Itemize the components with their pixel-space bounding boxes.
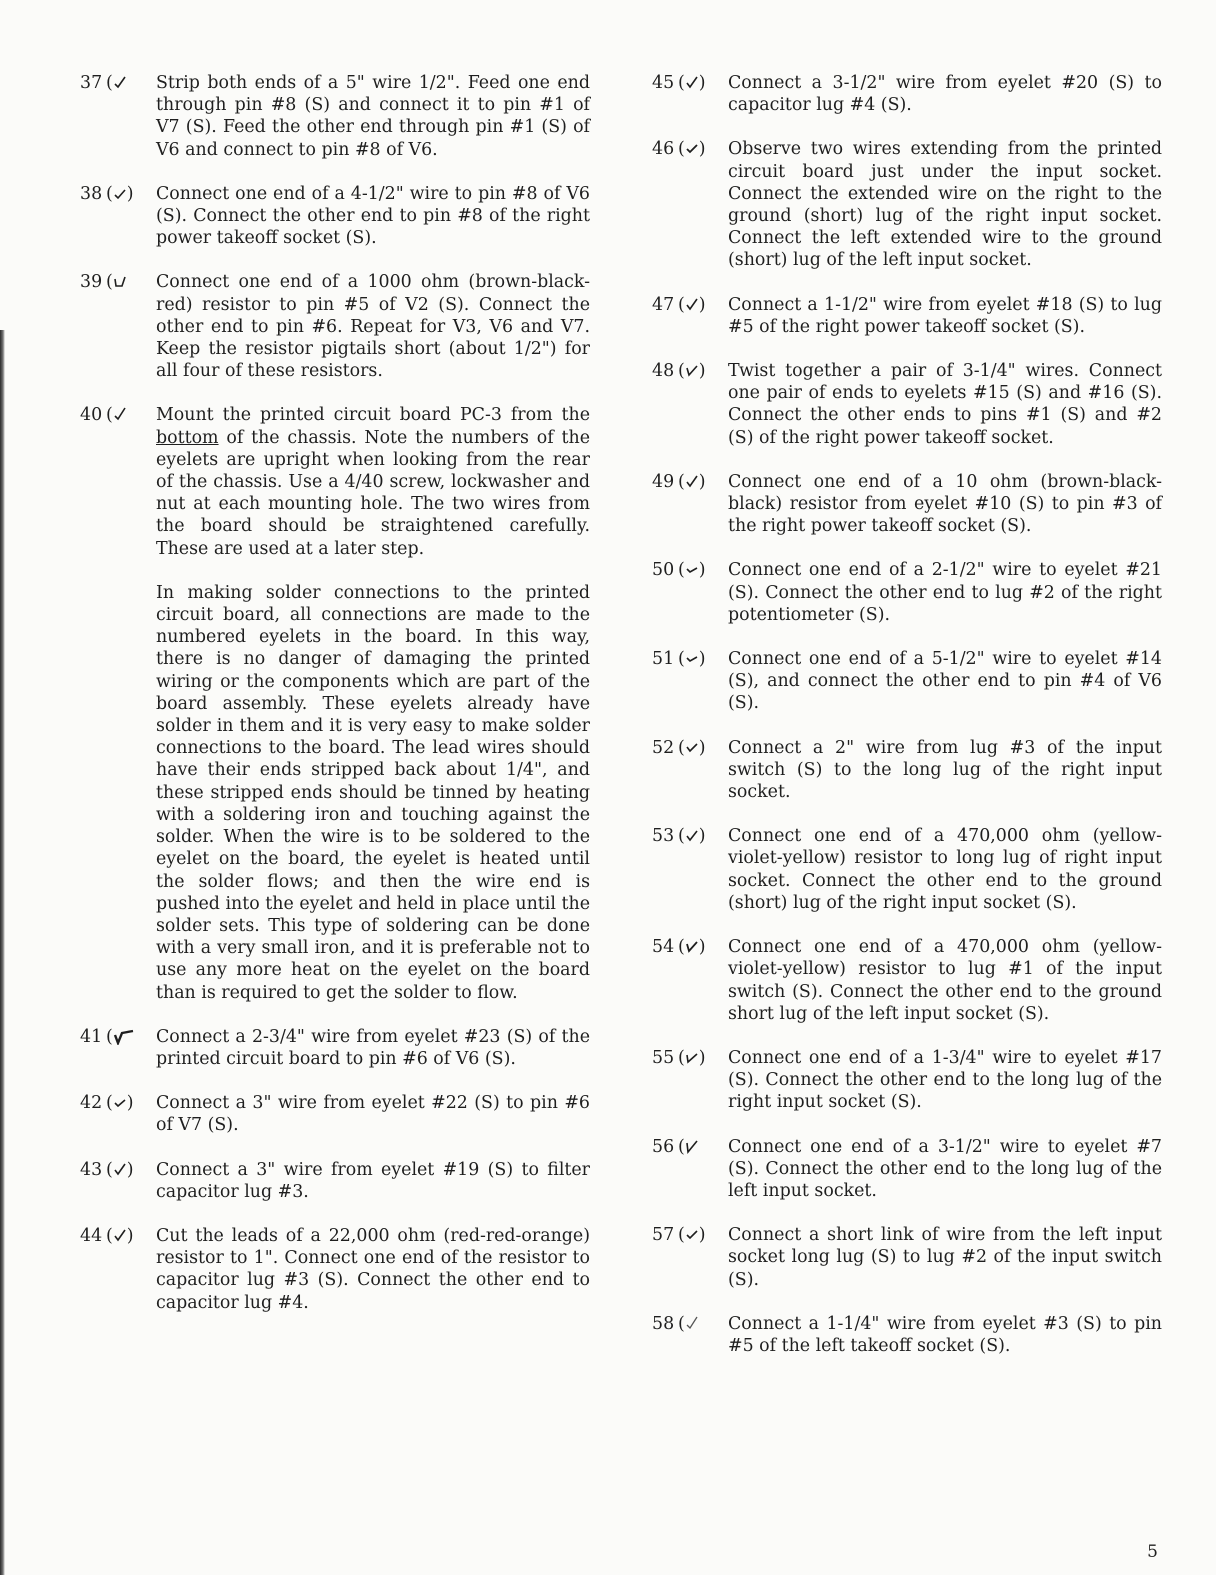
checkmark-icon: ( ) [106, 1159, 134, 1180]
step-55 [652, 1047, 1162, 1114]
checkmark-icon: ( ) [678, 294, 706, 315]
step-number: 44 [80, 1225, 103, 1246]
step-text: Connect one end of a 1000 ohm (brown-black-red) resistor to pin #5 of V2 (S). Connect the other end to pin #6. Repeat for V3, V6 and V7. Keep the resistor pigtails short (about 1/2") for all four of these resistors. [156, 272, 590, 382]
checkmark-icon: ( ) [678, 361, 706, 382]
step-number: 38 [80, 183, 103, 204]
step-text: Connect one end of a 5-1/2" wire to eyelet #14 (S), and connect the other end to pin #4 of V6 (S). [728, 649, 1162, 714]
step-text: Connect one end of a 2-1/2" wire to eyelet #21 (S). Connect the other end to lug #2 of the right potentiometer (S). [728, 560, 1162, 625]
checkmark-icon: ( ) [106, 183, 134, 204]
step-text: Connect one end of a 3-1/2" wire to eyelet #7 (S). Connect the other end to the long lug of the left input socket. [728, 1136, 1162, 1201]
step-text: Connect one end of a 470,000 ohm (yellow-violet-yellow) resistor to long lug of right input socket. Connect the other end to the ground (short) lug of the right input socket (S). [728, 826, 1162, 913]
checkmark-icon: ( ) [678, 737, 706, 758]
step-text: Connect a 3-1/2" wire from eyelet #20 (S) to capacitor lug #4 (S). [728, 73, 1162, 116]
checkmark-icon: ( ) [678, 1047, 706, 1068]
left-column [80, 72, 590, 1336]
step-number: 52 [652, 737, 675, 758]
step-43 [80, 1159, 590, 1203]
checkmark-icon: ( [678, 1136, 699, 1158]
step-text: Connect a 2-3/4" wire from eyelet #23 (S) of the printed circuit board to pin #6 of V6 (S). [156, 1026, 590, 1069]
step-number: 37 [80, 73, 103, 93]
step-number: 47 [652, 294, 675, 315]
step-number: 41 [80, 1026, 103, 1047]
step-46 [652, 138, 1162, 271]
step-number: 50 [652, 560, 675, 581]
step-56 [652, 1136, 1162, 1203]
checkmark-icon: ( ) [678, 826, 706, 847]
checkmark-icon: ( [106, 72, 127, 94]
step-text: Connect a 3" wire from eyelet #19 (S) to filter capacitor lug #3. [156, 1159, 590, 1202]
step-number: 53 [652, 826, 675, 847]
step-number: 42 [80, 1093, 103, 1114]
soldering-note-paragraph: In making solder connections to the printed circuit board, all connections are made to the numbered eyelets in the board. In this way, there is no danger of damaging the printed wiring or the components which are part of the board assembly. These eyelets already have solder in them and it is very easy to make solder connections to the board. The lead wires should have their ends stripped back about 1/4", and these stripped ends should be tinned by heating with a soldering iron and touching against the solder. When the wire is to be soldered to the eyelet on the board, the eyelet is heated until the solder flows; and then the wire end is pushed into the eyelet and held in place until the solder sets. This type of soldering can be done with a very small iron, and it is preferable not to use any more heat on the eyelet on the board than is required to get the solder to flow. [156, 582, 590, 1003]
step-text: Connect a 2" wire from lug #3 of the input switch (S) to the long lug of the right input socket. [728, 737, 1162, 803]
step-number: 51 [652, 649, 675, 670]
step-text: Observe two wires extending from the printed circuit board just under the input socket. Connect the extended wire on the right to the ground (short) lug of the right input socket. Connect the left extended wire to the ground (short) lug of the left input socket. [728, 139, 1162, 271]
step-number: 43 [80, 1159, 103, 1180]
step-text: Connect one end of a 1-3/4" wire to eyelet #17 (S). Connect the other end to the long lug of the right input socket (S). [728, 1047, 1162, 1113]
step-number: 57 [652, 1225, 675, 1246]
checkmark-icon: ( [106, 1026, 135, 1048]
step-49 [652, 471, 1162, 538]
step-38 [80, 183, 590, 250]
step-47 [652, 294, 1162, 338]
step-number: 48 [652, 361, 675, 382]
step-text: of the chassis. Note the numbers of the eyelets are upright when looking from the rear of the chassis. Use a 4/40 screw, lockwasher and nut at each mounting hole. The two wires from the board should be straightened carefully. These are used at a later step. [156, 427, 590, 559]
step-37 [80, 72, 590, 161]
checkmark-icon: ( ) [678, 73, 706, 93]
step-text: Connect a 1-1/4" wire from eyelet #3 (S) to pin #5 of the left takeoff socket (S). [728, 1313, 1162, 1356]
step-text-underlined: bottom [156, 427, 219, 448]
step-number: 54 [652, 937, 675, 958]
step-text: Connect one end of a 10 ohm (brown-black-black) resistor from eyelet #10 (S) to pin #3 of the right power takeoff socket (S). [728, 471, 1162, 537]
step-text: Connect one end of a 4-1/2" wire to pin #8 of V6 (S). Connect the other end to pin #8 of the right power takeoff socket (S). [156, 183, 590, 249]
step-number: 55 [652, 1047, 675, 1068]
checkmark-icon: ( ) [678, 139, 706, 160]
step-40 [80, 404, 590, 559]
checkmark-icon: ( [106, 271, 127, 293]
step-51 [652, 648, 1162, 715]
checkmark-icon: ( ) [106, 1093, 134, 1114]
step-number: 56 [652, 1136, 675, 1157]
step-39 [80, 271, 590, 382]
step-number: 46 [652, 139, 675, 160]
checkmark-icon: ( ) [678, 560, 706, 581]
page-number: 5 [1147, 1542, 1158, 1562]
step-text: Connect a 3" wire from eyelet #22 (S) to pin #6 of V7 (S). [156, 1093, 590, 1136]
step-58 [652, 1313, 1162, 1357]
checkmark-icon: ( ) [106, 1225, 134, 1246]
step-54 [652, 936, 1162, 1025]
step-text: Connect a 1-1/2" wire from eyelet #18 (S) to lug #5 of the right power takeoff socket (S). [728, 294, 1162, 337]
step-53 [652, 825, 1162, 914]
step-44 [80, 1225, 590, 1314]
step-42 [80, 1092, 590, 1136]
step-52 [652, 737, 1162, 804]
checkmark-icon: ( ) [678, 649, 706, 670]
step-number: 58 [652, 1313, 675, 1334]
step-number: 45 [652, 73, 675, 93]
step-text: Strip both ends of a 5" wire 1/2". Feed one end through pin #8 (S) and connect it to pin #1 of V7 (S). Feed the other end through pin #1 (S) of V6 and connect to pin #8 of V6. [156, 73, 590, 160]
step-48 [652, 360, 1162, 449]
checkmark-icon: ( ) [678, 937, 706, 958]
step-number: 39 [80, 272, 103, 293]
step-number: 49 [652, 471, 675, 492]
step-text: Twist together a pair of 3-1/4" wires. Connect one pair of ends to eyelets #15 (S) and #16 (S). Connect the other ends to pins #1 (S) and #2 (S) of the right power takeoff socket. [728, 361, 1162, 448]
step-text: Connect one end of a 470,000 ohm (yellow-violet-yellow) resistor to lug #1 of the input switch (S). Connect the other end to the ground short lug of the left input socket (S). [728, 937, 1162, 1024]
checkmark-icon: ( ) [678, 471, 706, 492]
checkmark-icon: ( ) [678, 1225, 706, 1246]
right-column [652, 72, 1162, 1379]
step-text: Connect a short link of wire from the left input socket long lug (S) to lug #2 of the input switch (S). [728, 1225, 1162, 1290]
step-text: Mount the printed circuit board PC-3 from the [156, 405, 590, 426]
step-57 [652, 1224, 1162, 1291]
checkmark-icon: ( [678, 1313, 699, 1335]
checkmark-icon: ( [106, 404, 127, 426]
page-binding-edge [0, 330, 5, 1575]
step-41 [80, 1026, 590, 1070]
step-45 [652, 72, 1162, 116]
step-number: 40 [80, 405, 103, 426]
step-50 [652, 559, 1162, 626]
step-text: Cut the leads of a 22,000 ohm (red-red-orange) resistor to 1". Connect one end of the resistor to capacitor lug #3 (S). Connect the other end to capacitor lug #4. [156, 1225, 590, 1313]
